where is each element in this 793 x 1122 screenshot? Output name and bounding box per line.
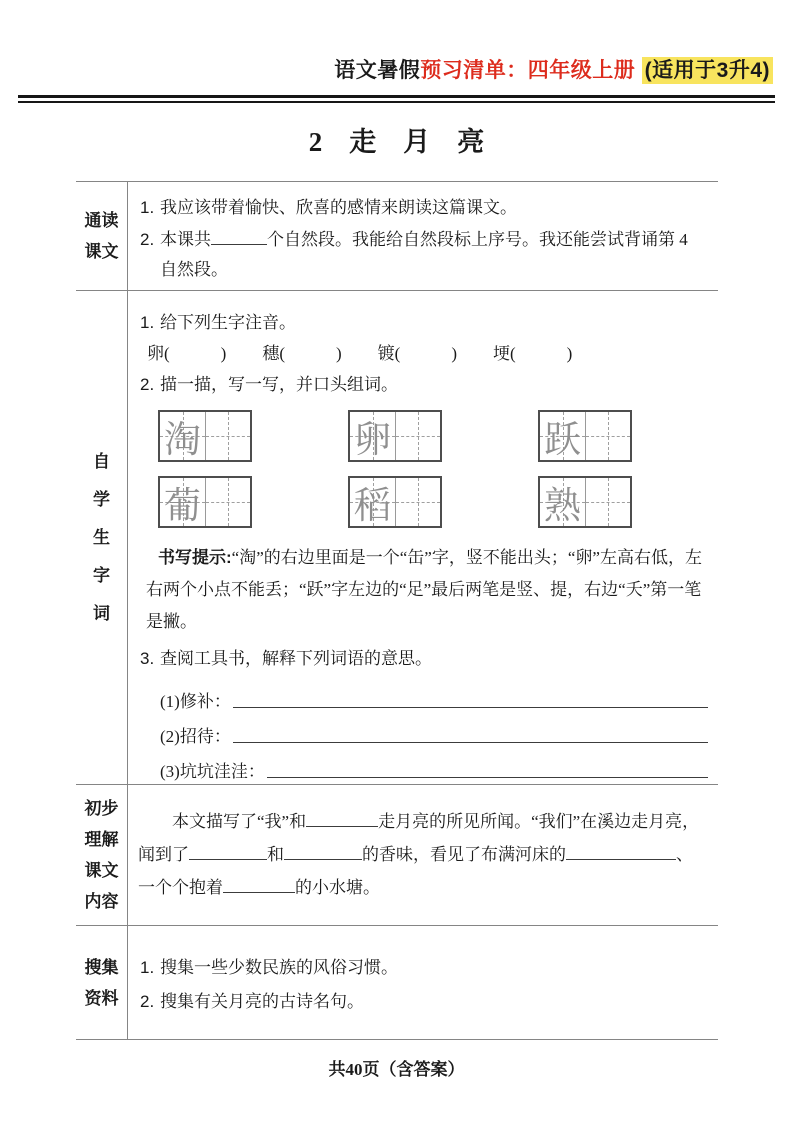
writing-tip xyxy=(140,542,708,638)
item-text: 我应该带着愉快、欣喜的感情来朗读这篇课文。 xyxy=(160,198,517,217)
fill-blank xyxy=(566,845,676,860)
fill-blank xyxy=(189,845,267,860)
definition-line: (1)修补： xyxy=(160,679,708,714)
pinyin-blank: 镀( ) xyxy=(377,344,457,363)
numbered-item xyxy=(140,953,708,983)
numbered-item xyxy=(140,225,708,285)
grid-character: 熟 xyxy=(544,486,581,527)
header-red-title: 预习清单：四年级上册 xyxy=(420,59,636,82)
grid-empty-cell xyxy=(585,412,630,460)
lesson-title: 2 走 月 亮 xyxy=(308,127,485,157)
pinyin-blank: 埂( ) xyxy=(492,344,573,363)
row-label-comprehension: 初步 理解 课文 内容 xyxy=(76,785,128,925)
pinyin-blank: 卵( ) xyxy=(147,344,227,363)
numbered-item xyxy=(140,987,708,1017)
writing-grid-box xyxy=(158,476,252,528)
writing-grid-box xyxy=(348,410,442,462)
table-row-self-study xyxy=(76,290,718,784)
definition-line: (2)招待： xyxy=(160,714,708,749)
item-text: 搜集一些少数民族的风俗习惯。 xyxy=(160,958,398,977)
row-content-self-study xyxy=(128,291,718,784)
numbered-item xyxy=(140,370,708,400)
grid-character: 卵 xyxy=(354,420,391,461)
row-content-collect-material xyxy=(128,926,718,1039)
fill-blank xyxy=(223,878,295,893)
grid-empty-cell xyxy=(585,478,630,526)
item-number: 1. xyxy=(140,198,155,217)
pinyin-exercise-row xyxy=(140,338,708,370)
row-label-self-study: 自 学 生 字 词 xyxy=(76,291,128,784)
row-label-collect-material: 搜集 资料 xyxy=(76,926,128,1039)
numbered-item xyxy=(140,193,708,223)
grid-character: 稻 xyxy=(354,486,391,527)
item-text: 描一描，写一写，并口头组词。 xyxy=(160,375,398,394)
writing-grid-box xyxy=(538,476,632,528)
header-divider xyxy=(18,95,775,103)
fill-blank xyxy=(233,742,708,743)
pinyin-blank: 穗( ) xyxy=(262,344,342,363)
grid-character: 跃 xyxy=(544,420,581,461)
grid-character: 葡 xyxy=(164,486,201,527)
grid-empty-cell xyxy=(395,412,440,460)
item-number: 2. xyxy=(140,992,155,1011)
numbered-item xyxy=(140,644,708,674)
item-number: 2. xyxy=(140,375,155,394)
fill-blank xyxy=(267,777,708,778)
fill-blank xyxy=(211,230,267,245)
writing-grid-box xyxy=(158,410,252,462)
row-content-comprehension xyxy=(128,785,718,925)
table-row-collect-material xyxy=(76,925,718,1040)
summary-paragraph: 本文描写了“我”和 走月亮的所见所闻。“我们”在溪边走月亮，闻到了 和 的香味，看见了布满河床的 、一个个抱着 的小水塘。 xyxy=(138,812,700,897)
grid-empty-cell xyxy=(205,478,250,526)
fill-blank xyxy=(233,707,708,708)
writing-tip-label: 书写提示: xyxy=(158,548,232,567)
numbered-item xyxy=(140,308,708,338)
item-text: 搜集有关月亮的古诗名句。 xyxy=(160,992,364,1011)
row-label-read-text: 通读 课文 xyxy=(76,182,128,290)
writing-grid-row xyxy=(140,476,708,528)
writing-grid-row xyxy=(140,410,708,462)
prep-table xyxy=(76,181,718,1040)
grid-empty-cell xyxy=(205,412,250,460)
item-text: 查阅工具书，解释下列词语的意思。 xyxy=(160,649,432,668)
definition-list xyxy=(140,679,708,784)
item-number: 1. xyxy=(140,958,155,977)
item-number: 1. xyxy=(140,313,155,332)
table-row-comprehension xyxy=(76,784,718,925)
item-number: 2. xyxy=(140,230,155,249)
header-badge: (适用于3升4) xyxy=(642,57,773,84)
page-header xyxy=(18,54,773,84)
item-number: 3. xyxy=(140,649,155,668)
table-row-read-text xyxy=(76,181,718,290)
writing-grid-box xyxy=(348,476,442,528)
writing-grid-box xyxy=(538,410,632,462)
row-content-read-text xyxy=(128,182,718,290)
grid-empty-cell xyxy=(395,478,440,526)
item-text: 个自然段。我能给自然段标上序号。我还能尝试背诵第 4 自然段。 xyxy=(160,230,688,279)
definition-line: (3)坑坑洼洼： xyxy=(160,749,708,784)
writing-tip-text: “淘”的右边里面是一个“缶”字，竖不能出头；“卵”左高右低，左右两个小点不能丢；“跃”字左边的“足”最后两笔是竖、提，右边“夭”第一笔是撇。 xyxy=(146,548,702,631)
page-footer: 共40页（含答案） xyxy=(328,1060,465,1079)
fill-blank xyxy=(306,812,378,827)
fill-blank xyxy=(284,845,362,860)
item-text: 给下列生字注音。 xyxy=(160,313,296,332)
item-text: 本课共 xyxy=(160,230,211,249)
grid-character: 淘 xyxy=(164,420,201,461)
header-course-label: 语文暑假 xyxy=(334,59,421,82)
